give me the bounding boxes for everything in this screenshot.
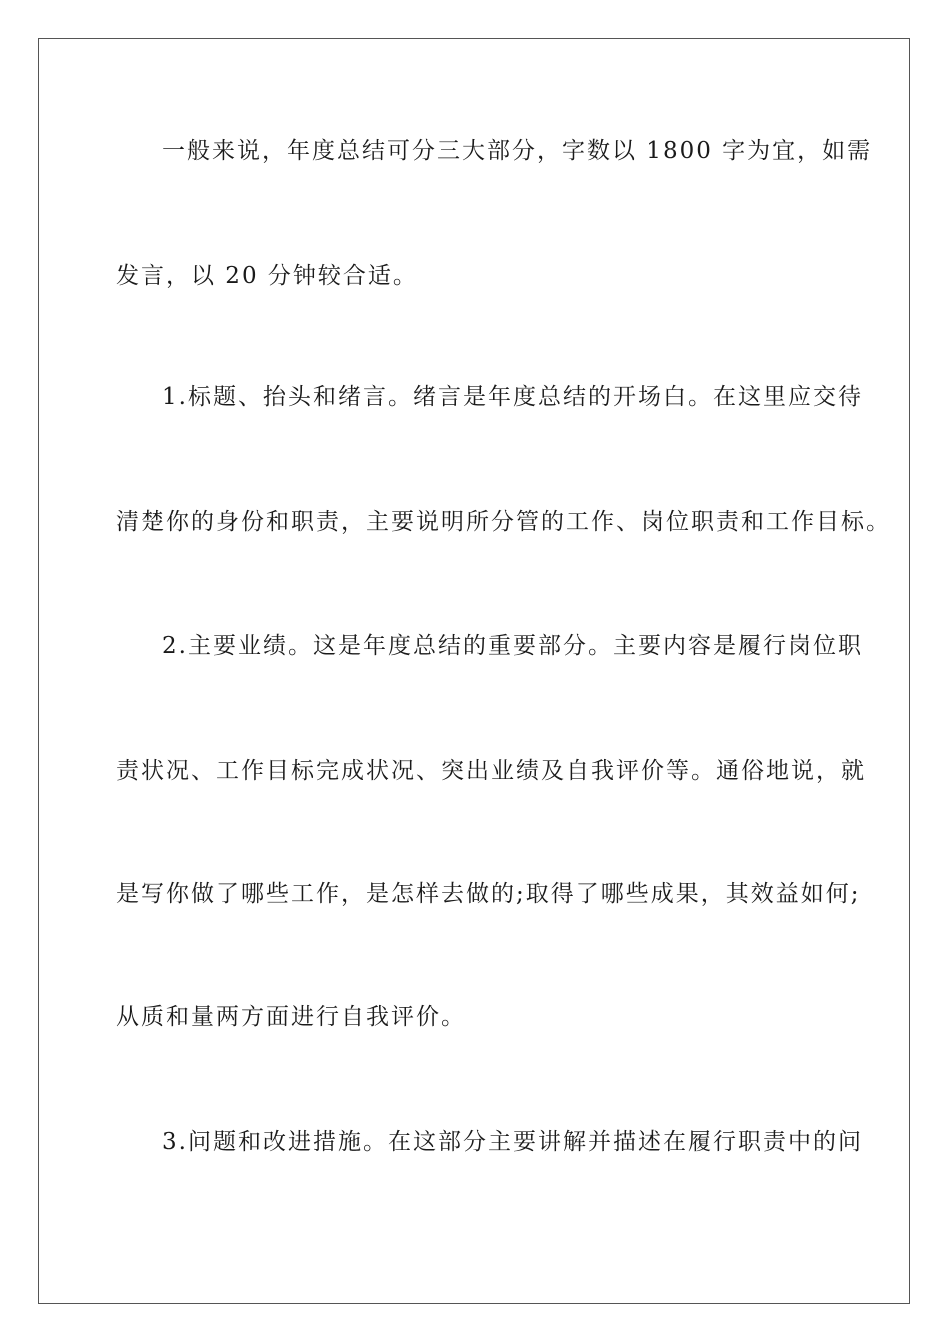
paragraph-intro-line-1: 一般来说，年度总结可分三大部分，字数以 1800 字为宜，如需 <box>162 138 873 164</box>
section-1-line-1: 1.标题、抬头和绪言。绪言是年度总结的开场白。在这里应交待 <box>162 384 863 410</box>
section-2-line-4: 从质和量两方面进行自我评价。 <box>116 1004 466 1030</box>
paragraph-intro-line-2: 发言，以 20 分钟较合适。 <box>116 263 418 289</box>
section-2-line-1: 2.主要业绩。这是年度总结的重要部分。主要内容是履行岗位职 <box>162 633 863 659</box>
page-border <box>38 38 910 1304</box>
section-3-line-1: 3.问题和改进措施。在这部分主要讲解并描述在履行职责中的问 <box>162 1129 863 1155</box>
section-2-line-2: 责状况、工作目标完成状况、突出业绩及自我评价等。通俗地说，就 <box>116 758 866 784</box>
section-2-line-3: 是写你做了哪些工作，是怎样去做的;取得了哪些成果，其效益如何; <box>116 881 861 907</box>
section-1-line-2: 清楚你的身份和职责，主要说明所分管的工作、岗位职责和工作目标。 <box>116 509 891 535</box>
